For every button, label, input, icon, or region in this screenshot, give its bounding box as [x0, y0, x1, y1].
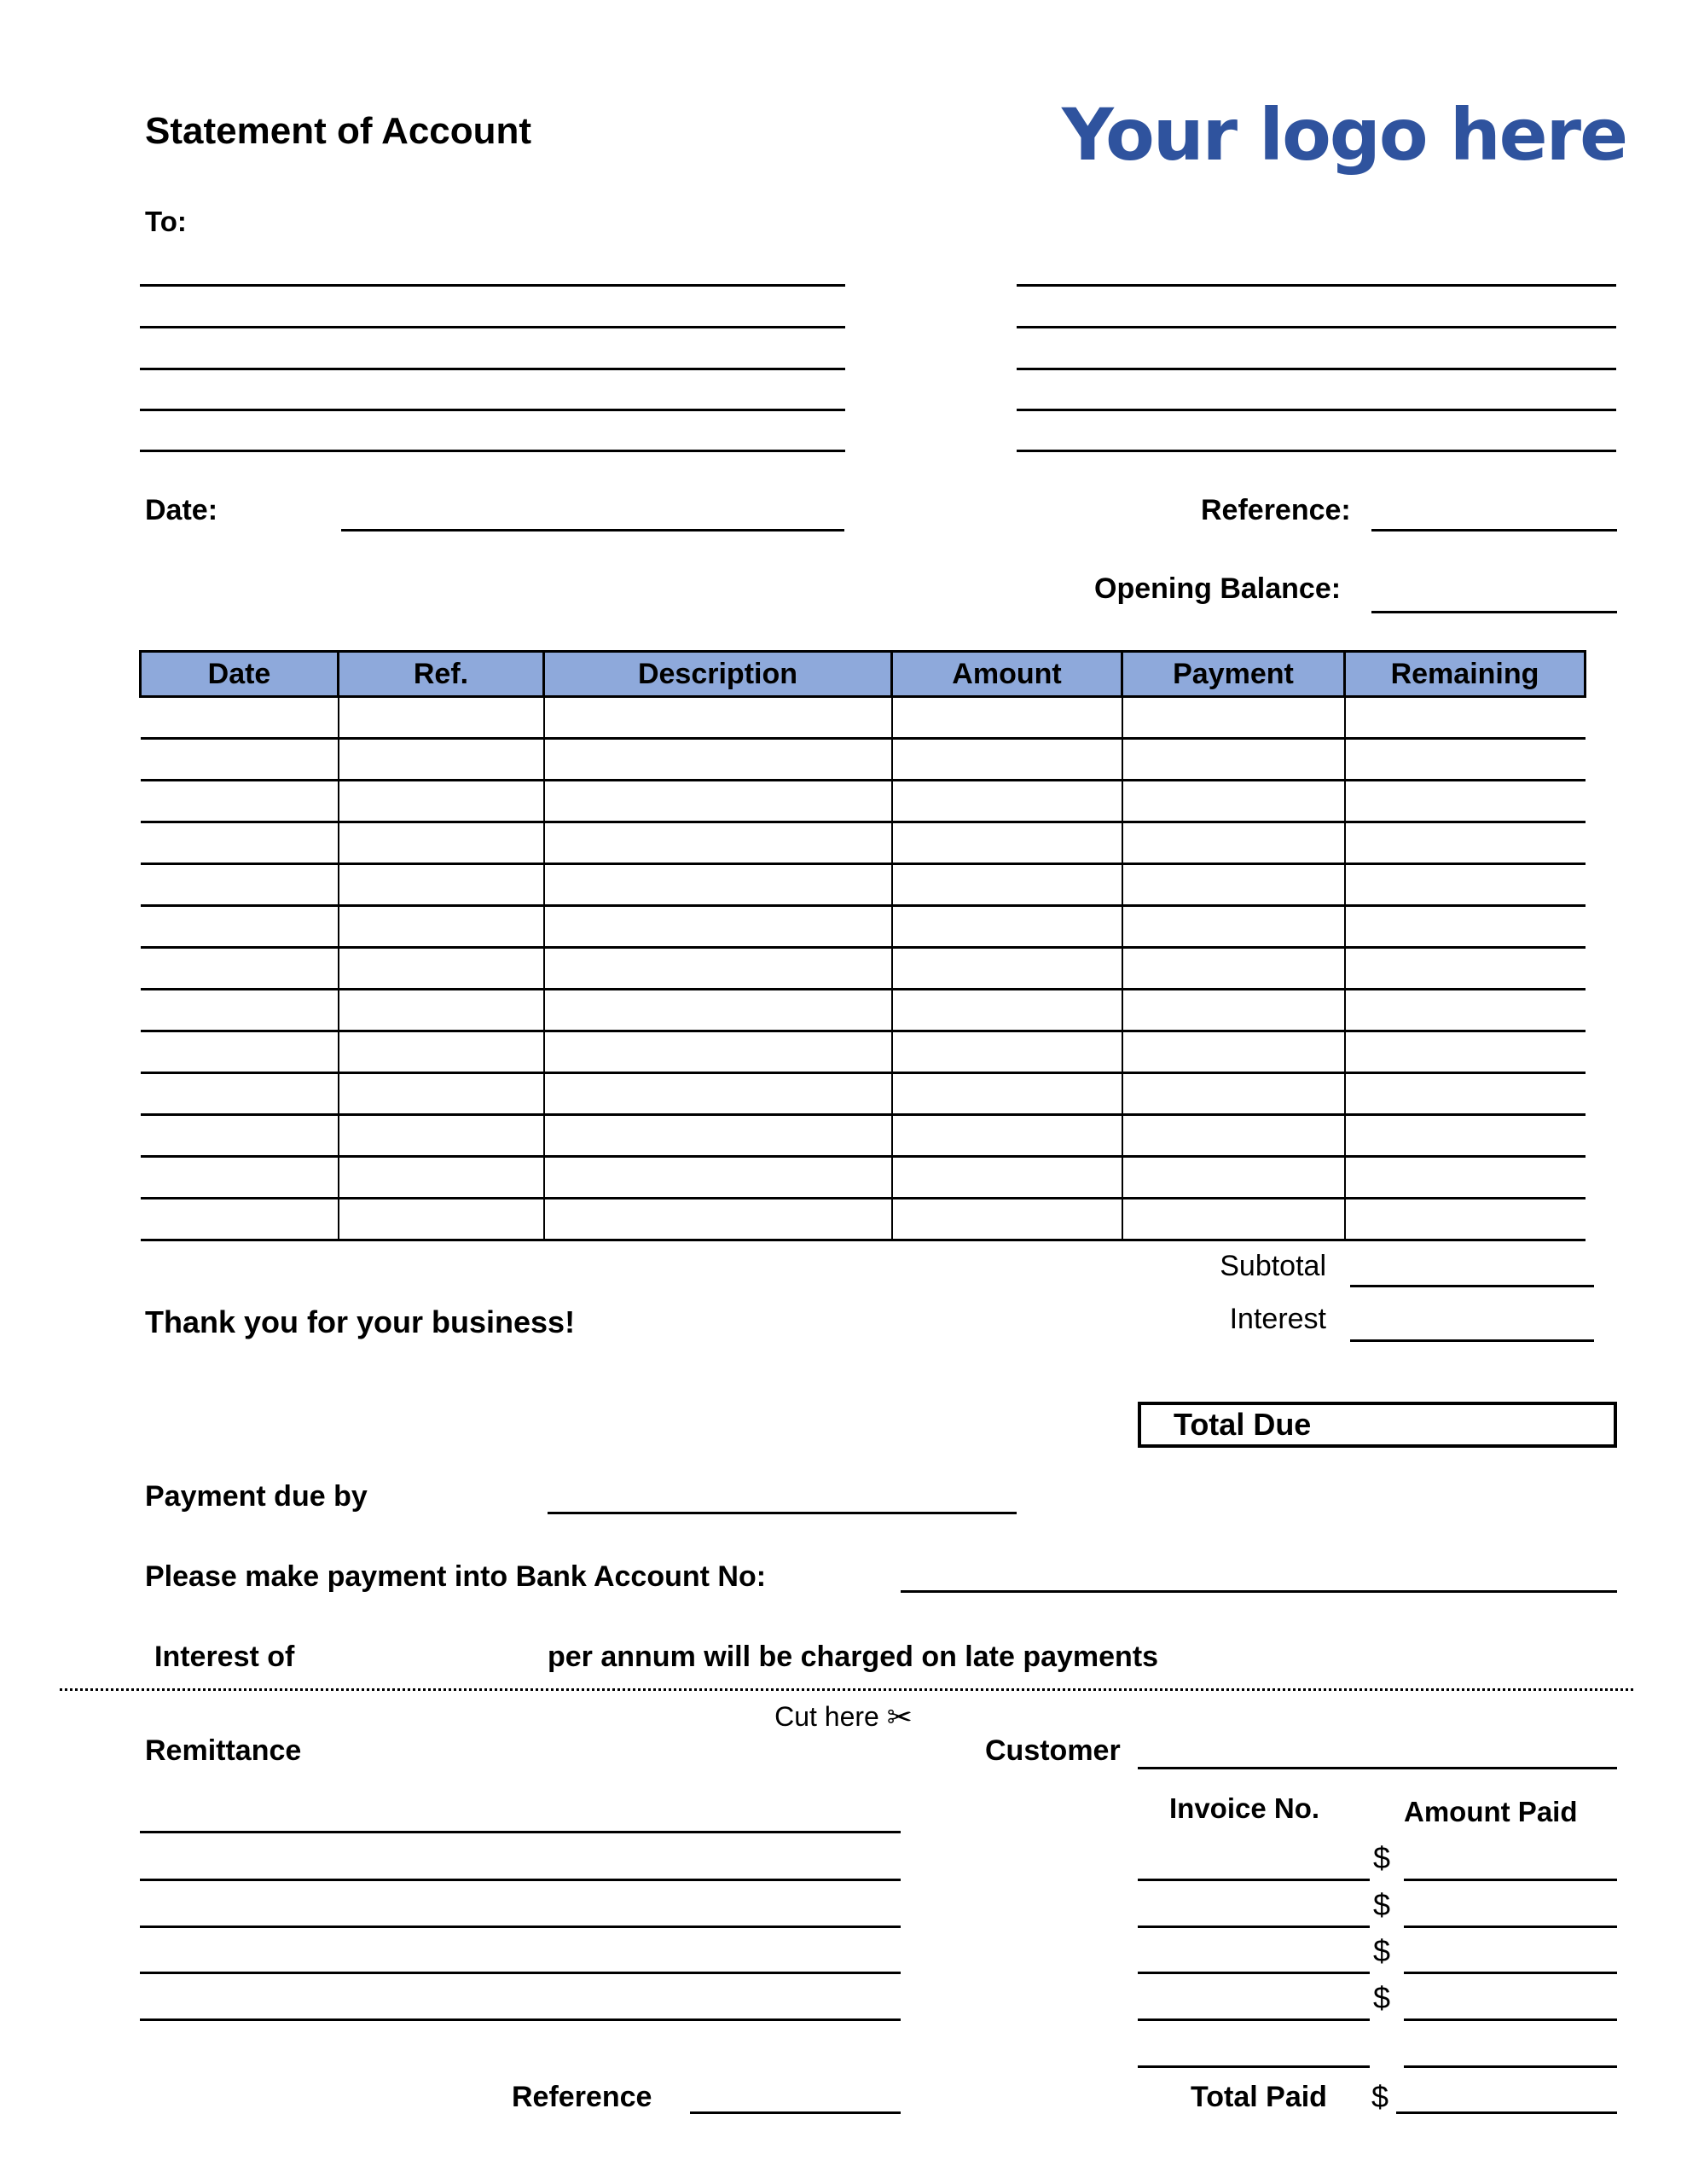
amount-paid-column-label: Amount Paid: [1404, 1796, 1578, 1827]
table-cell[interactable]: [892, 739, 1122, 781]
reference-field-line[interactable]: [1371, 529, 1617, 531]
table-cell[interactable]: [141, 906, 339, 948]
table-cell[interactable]: [892, 781, 1122, 822]
column-header-date: Date: [141, 652, 339, 697]
table-cell[interactable]: [1345, 1031, 1586, 1073]
table-cell[interactable]: [339, 739, 544, 781]
table-cell[interactable]: [339, 948, 544, 990]
table-cell[interactable]: [1345, 1115, 1586, 1157]
table-row: [141, 1115, 1586, 1157]
table-cell[interactable]: [1345, 1073, 1586, 1115]
date-field-line[interactable]: [341, 529, 844, 531]
table-cell[interactable]: [892, 822, 1122, 864]
cut-here-label: Cut here: [774, 1701, 879, 1732]
table-cell[interactable]: [544, 948, 892, 990]
table-cell[interactable]: [1345, 948, 1586, 990]
reference-label: Reference:: [1201, 494, 1351, 526]
address-line-right[interactable]: [1017, 450, 1616, 452]
address-line-left[interactable]: [140, 409, 845, 411]
remittance-address-line[interactable]: [140, 1831, 901, 1833]
table-cell[interactable]: [141, 739, 339, 781]
invoice-no-column-label: Invoice No.: [1169, 1792, 1320, 1824]
total-paid-label: Total Paid: [1191, 2081, 1327, 2113]
amount-paid-field-line[interactable]: [1404, 1972, 1617, 1974]
table-cell[interactable]: [339, 990, 544, 1031]
bank-account-label: Please make payment into Bank Account No:: [145, 1560, 767, 1593]
invoice-no-field-line[interactable]: [1138, 1926, 1370, 1928]
table-cell[interactable]: [892, 906, 1122, 948]
table-cell[interactable]: [339, 1031, 544, 1073]
table-cell[interactable]: [1345, 697, 1586, 739]
column-header-payment: Payment: [1122, 652, 1345, 697]
table-cell[interactable]: [141, 864, 339, 906]
table-cell[interactable]: [1122, 1115, 1345, 1157]
table-cell[interactable]: [544, 990, 892, 1031]
table-cell[interactable]: [1122, 990, 1345, 1031]
payment-due-field-line[interactable]: [548, 1512, 1017, 1514]
late-interest-prefix: Interest of: [154, 1641, 295, 1673]
table-row: [141, 1073, 1586, 1115]
table-cell[interactable]: [1122, 1031, 1345, 1073]
table-cell[interactable]: [544, 1031, 892, 1073]
cut-here-caption: [0, 1699, 1687, 1735]
invoice-no-field-line[interactable]: [1138, 2065, 1370, 2068]
table-cell[interactable]: [1122, 906, 1345, 948]
address-line-left[interactable]: [140, 326, 845, 328]
table-cell[interactable]: [892, 697, 1122, 739]
table-cell[interactable]: [141, 822, 339, 864]
address-line-right[interactable]: [1017, 284, 1616, 287]
bank-account-field-line[interactable]: [901, 1590, 1617, 1593]
table-cell[interactable]: [1122, 1157, 1345, 1199]
table-cell[interactable]: [544, 1157, 892, 1199]
customer-field-line[interactable]: [1138, 1767, 1617, 1769]
table-cell[interactable]: [892, 1031, 1122, 1073]
company-logo: Your logo here: [1062, 93, 1627, 177]
table-cell[interactable]: [892, 948, 1122, 990]
total-paid-currency-symbol: $: [1371, 2079, 1389, 2114]
interest-label: Interest: [1229, 1303, 1326, 1335]
opening-balance-field-line[interactable]: [1371, 611, 1617, 613]
table-cell[interactable]: [339, 1115, 544, 1157]
table-cell[interactable]: [141, 1031, 339, 1073]
table-cell[interactable]: [339, 697, 544, 739]
address-line-left[interactable]: [140, 368, 845, 370]
table-cell[interactable]: [339, 781, 544, 822]
table-cell[interactable]: [141, 1073, 339, 1115]
table-cell[interactable]: [1122, 1073, 1345, 1115]
cut-line: [60, 1688, 1633, 1691]
table-cell[interactable]: [544, 781, 892, 822]
address-line-right[interactable]: [1017, 368, 1616, 370]
table-cell[interactable]: [1122, 781, 1345, 822]
remittance-address-line[interactable]: [140, 1926, 901, 1928]
table-cell[interactable]: [1345, 822, 1586, 864]
table-cell[interactable]: [1122, 697, 1345, 739]
table-cell[interactable]: [141, 990, 339, 1031]
table-row: [141, 1199, 1586, 1240]
invoice-no-field-line[interactable]: [1138, 1972, 1370, 1974]
subtotal-field-line[interactable]: [1350, 1285, 1594, 1287]
invoice-no-field-line[interactable]: [1138, 1879, 1370, 1881]
address-line-left[interactable]: [140, 284, 845, 287]
table-cell[interactable]: [544, 906, 892, 948]
remittance-reference-label: Reference: [512, 2081, 652, 2113]
currency-symbol: $: [1373, 1980, 1391, 2015]
table-cell[interactable]: [1345, 990, 1586, 1031]
table-row: [141, 906, 1586, 948]
total-due-box[interactable]: [1138, 1402, 1617, 1448]
date-label: Date:: [145, 494, 218, 526]
table-row: [141, 739, 1586, 781]
table-cell[interactable]: [1345, 739, 1586, 781]
table-row: [141, 864, 1586, 906]
table-cell[interactable]: [892, 1073, 1122, 1115]
table-cell[interactable]: [1122, 948, 1345, 990]
column-header-description: Description: [544, 652, 892, 697]
table-row: [141, 822, 1586, 864]
table-cell[interactable]: [141, 1115, 339, 1157]
page-title: Statement of Account: [145, 110, 532, 152]
address-line-left[interactable]: [140, 450, 845, 452]
table-cell[interactable]: [544, 697, 892, 739]
table-cell[interactable]: [892, 990, 1122, 1031]
table-cell[interactable]: [141, 697, 339, 739]
currency-symbol: $: [1373, 1840, 1391, 1875]
scissors-icon: ✂: [886, 1699, 913, 1734]
table-cell[interactable]: [544, 1199, 892, 1240]
amount-paid-field-line[interactable]: [1404, 2018, 1617, 2021]
remittance-address-line[interactable]: [140, 1972, 901, 1974]
table-cell[interactable]: [339, 822, 544, 864]
to-label: To:: [145, 206, 187, 237]
thank-you-message: Thank you for your business!: [145, 1304, 576, 1339]
column-header-remaining: Remaining: [1345, 652, 1586, 697]
table-header-row: [141, 652, 1586, 697]
table-cell[interactable]: [1122, 864, 1345, 906]
table-cell[interactable]: [1345, 906, 1586, 948]
table-row: [141, 990, 1586, 1031]
late-interest-suffix: per annum will be charged on late payments: [548, 1641, 1159, 1673]
remittance-address-line[interactable]: [140, 1879, 901, 1881]
table-row: [141, 1031, 1586, 1073]
remittance-reference-field-line[interactable]: [690, 2111, 901, 2114]
currency-symbol: $: [1373, 1887, 1391, 1922]
subtotal-label: Subtotal: [1220, 1250, 1326, 1282]
ledger-table: [139, 650, 1586, 1241]
invoice-no-field-line[interactable]: [1138, 2018, 1370, 2021]
table-row: [141, 1157, 1586, 1199]
table-cell[interactable]: [141, 948, 339, 990]
table-cell[interactable]: [1345, 781, 1586, 822]
address-line-right[interactable]: [1017, 409, 1616, 411]
table-cell[interactable]: [339, 1157, 544, 1199]
customer-label: Customer: [985, 1734, 1121, 1767]
amount-paid-field-line[interactable]: [1404, 1879, 1617, 1881]
table-cell[interactable]: [1345, 1157, 1586, 1199]
table-cell[interactable]: [544, 864, 892, 906]
table-cell[interactable]: [544, 1115, 892, 1157]
table-cell[interactable]: [544, 739, 892, 781]
amount-paid-field-line[interactable]: [1404, 2065, 1617, 2068]
table-cell[interactable]: [892, 1199, 1122, 1240]
table-cell[interactable]: [141, 781, 339, 822]
payment-due-label: Payment due by: [145, 1480, 368, 1513]
table-cell[interactable]: [339, 1073, 544, 1115]
table-cell[interactable]: [1345, 864, 1586, 906]
table-cell[interactable]: [544, 1073, 892, 1115]
table-cell[interactable]: [339, 1199, 544, 1240]
column-header-amount: Amount: [892, 652, 1122, 697]
total-due-label: Total Due: [1174, 1407, 1312, 1442]
table-cell[interactable]: [544, 822, 892, 864]
table-cell[interactable]: [1122, 739, 1345, 781]
table-cell[interactable]: [141, 1199, 339, 1240]
currency-symbol: $: [1373, 1933, 1391, 1968]
table-cell[interactable]: [339, 906, 544, 948]
remittance-address-line[interactable]: [140, 2018, 901, 2021]
table-row: [141, 948, 1586, 990]
opening-balance-label: Opening Balance:: [1094, 572, 1342, 605]
interest-field-line[interactable]: [1350, 1339, 1594, 1342]
table-row: [141, 697, 1586, 739]
table-cell[interactable]: [1122, 822, 1345, 864]
amount-paid-field-line[interactable]: [1404, 1926, 1617, 1928]
total-paid-field-line[interactable]: [1396, 2111, 1617, 2114]
table-cell[interactable]: [339, 864, 544, 906]
table-cell[interactable]: [892, 1157, 1122, 1199]
table-cell[interactable]: [892, 864, 1122, 906]
remittance-title: Remittance: [145, 1734, 302, 1767]
table-cell[interactable]: [141, 1157, 339, 1199]
table-cell[interactable]: [1122, 1199, 1345, 1240]
table-cell[interactable]: [892, 1115, 1122, 1157]
table-cell[interactable]: [1345, 1199, 1586, 1240]
address-line-right[interactable]: [1017, 326, 1616, 328]
table-row: [141, 781, 1586, 822]
column-header-ref: Ref.: [339, 652, 544, 697]
